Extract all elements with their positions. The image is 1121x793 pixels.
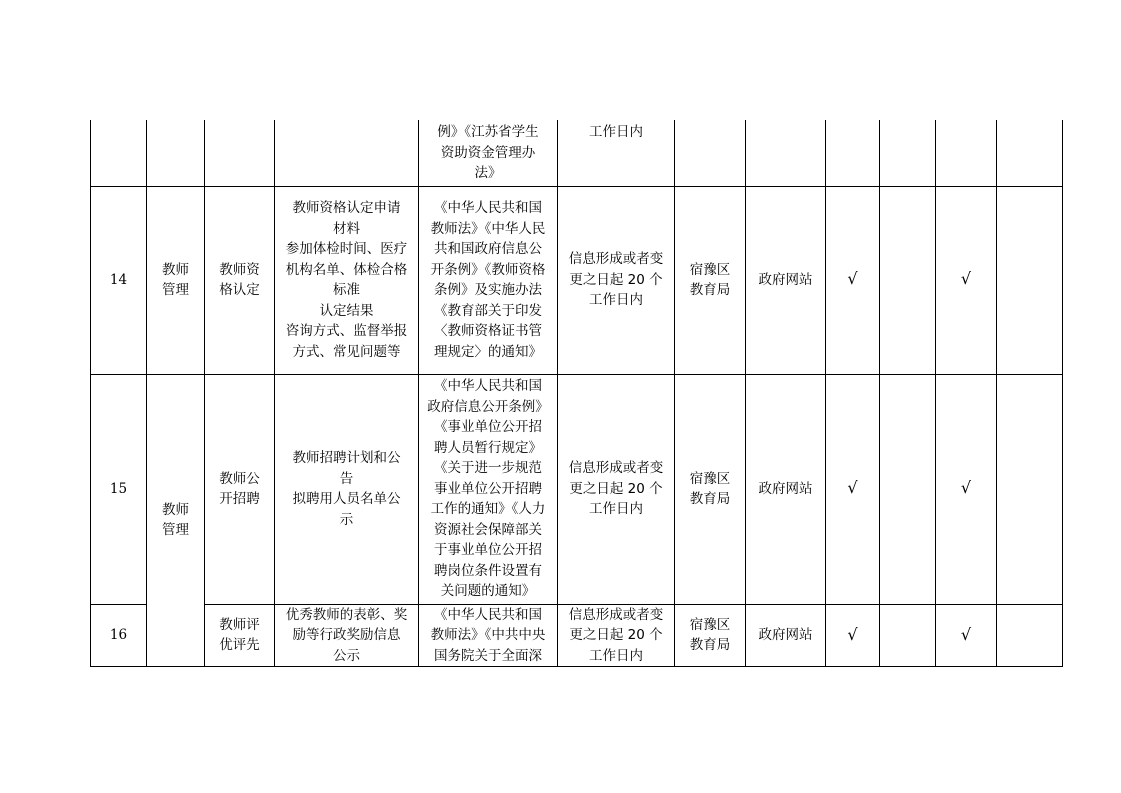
check-a-cell: √ [826,374,880,604]
basis-cell: 例》《江苏省学生 资助资金管理办 法》 [419,120,558,186]
basis-cell: 《中华人民共和国 政府信息公开条例》 《事业单位公开招 聘人员暂行规定》 《关于进一步规范 事业单位公开招聘 工作的通知》《人力 资源社会保障部关 于事业单位公开招 聘岗位条件设置有 关问题的通知》 [419,374,558,604]
content-cell: 教师资格认定申请 材料 参加体检时间、医疗 机构名单、体检合格 标准 认定结果 咨询方式、监督举报 方式、常见问题等 [275,186,419,374]
check-c-cell: √ [936,186,997,374]
check-c-cell [936,120,997,186]
basis-cell: 《中华人民共和国 教师法》《中华人民 共和国政府信息公 开条例》《教师资格 条例》及实施办法 《教育部关于印发 〈教师资格证书管 理规定〉的通知》 [419,186,558,374]
table-row [91,604,1063,667]
row-number-cell: 15 [91,374,147,604]
check-a-cell: √ [826,604,880,667]
check-d-cell [997,186,1063,374]
time-limit-cell: 信息形成或者变 更之日起 20 个 工作日内 [558,186,675,374]
agency-cell: 宿豫区 教育局 [675,374,746,604]
basis-cell: 《中华人民共和国 教师法》《中共中央 国务院关于全面深 [419,604,558,667]
table-row [91,186,1063,374]
check-b-cell [880,374,936,604]
check-c-cell: √ [936,374,997,604]
category-cell: 教师 管理 [147,186,205,374]
row-number-cell: 14 [91,186,147,374]
agency-cell: 宿豫区 教育局 [675,186,746,374]
channel-cell [746,120,826,186]
check-d-cell [997,604,1063,667]
check-b-cell [880,186,936,374]
category-cell: 教师 管理 [147,374,205,667]
channel-cell: 政府网站 [746,604,826,667]
check-c-cell: √ [936,604,997,667]
time-limit-cell: 信息形成或者变 更之日起 20 个 工作日内 [558,374,675,604]
channel-cell: 政府网站 [746,186,826,374]
category-cell [147,120,205,186]
table-row [91,120,1063,186]
agency-cell: 宿豫区 教育局 [675,604,746,667]
item-cell: 教师评 优评先 [205,604,275,667]
row-number-cell [91,120,147,186]
check-b-cell [880,604,936,667]
check-d-cell [997,374,1063,604]
item-cell [205,120,275,186]
time-limit-cell: 信息形成或者变 更之日起 20 个 工作日内 [558,604,675,667]
item-cell: 教师公 开招聘 [205,374,275,604]
check-a-cell: √ [826,186,880,374]
table-row [91,374,1063,604]
agency-cell [675,120,746,186]
content-cell [275,120,419,186]
time-limit-cell: 工作日内 [558,120,675,186]
check-a-cell [826,120,880,186]
content-cell: 优秀教师的表彰、奖 励等行政奖励信息 公示 [275,604,419,667]
check-b-cell [880,120,936,186]
content-cell: 教师招聘计划和公 告 拟聘用人员名单公 示 [275,374,419,604]
channel-cell: 政府网站 [746,374,826,604]
row-number-cell: 16 [91,604,147,667]
item-cell: 教师资 格认定 [205,186,275,374]
disclosure-table [90,120,1063,667]
check-d-cell [997,120,1063,186]
